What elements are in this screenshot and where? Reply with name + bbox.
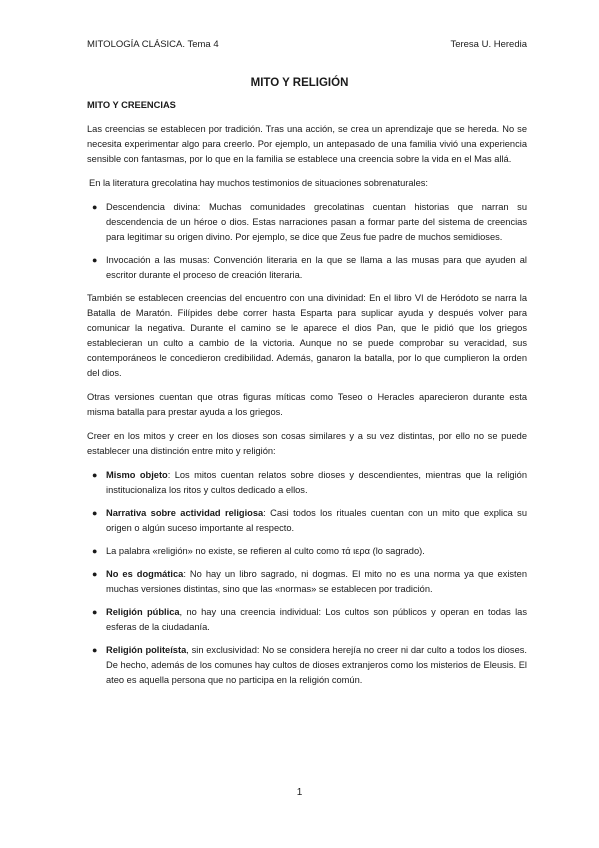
list-item [92,643,527,688]
list-item [92,200,527,245]
bullet-icon: ● [92,569,98,579]
bullet-icon: ● [92,470,98,480]
list-item-term: Mismo objeto [106,470,168,480]
paragraph-versiones: Otras versiones cuentan que otras figuras míticas como Teseo o Heracles aparecieron durante esta misma batalla para prestar ayuda a los griegos. [87,392,527,417]
list-item-text: , no hay una creencia individual: Los cultos son públicos y operan en todas las esferas de la ciudadanía. [106,607,528,632]
document-title: MITO Y RELIGIÓN [250,77,349,89]
list-item-text: La palabra «religión» no existe, se refieren al culto como τά ιερα (lo sagrado). [106,546,425,556]
bullet-icon: ● [92,607,98,617]
bullet-icon: ● [92,202,98,212]
list-item-text: : Casi todos los rituales cuentan con un mito que explica su origen o algún suceso importante al respecto. [106,508,527,533]
page-header [87,39,527,50]
list-item [92,567,527,597]
list-item-term: Religión politeísta [106,645,187,655]
bullet-icon: ● [92,508,98,518]
characteristics-list [87,468,527,688]
paragraph-literatura: En la literatura grecolatina hay muchos testimonios de situaciones sobrenaturales: [89,178,429,188]
list-item [92,544,527,559]
list-item-text: Descendencia divina: Muchas comunidades grecolatinas cuentan historias que narran su descendencia de un héroe o dios. Estas narraciones pasan a formar parte del sistema de creencias para legitimar su origen divino. Por ejemplo, se dice que Zeus fue padre de muchos semidioses. [106,202,527,242]
list-item-term: Religión pública [106,607,180,617]
list-item-term: No es dogmática [106,569,184,579]
paragraph-maraton: También se establecen creencias del encuentro con una divinidad: En el libro VI de Heródoto se narra la Batalla de Maratón. Filípides debe correr hasta Esparta para suplicar ayuda y después volver para comunicar la negativa. Durante el camino se le aparece el dios Pan, que le pidió que los griegos establecieran un culto a cambio de la victoria. Aunque no se puede comprobar su veracidad, sus contemporáneos le concedieron credibilidad. Además, ganaron la batalla, por lo que cumplieron la orden del dios. [87,293,527,378]
list-item [92,253,527,283]
document-body [87,98,527,696]
list-item-text: : Los mitos cuentan relatos sobre dioses y descendientes, mientras que la religión institucionaliza los ritos y cultos dedicado a ellos. [106,470,527,495]
list-item [92,605,528,635]
section-heading: MITO Y CREENCIAS [87,100,176,110]
list-item [92,506,527,536]
paragraph-creencias: Las creencias se establecen por tradición. Tras una acción, se crea un aprendizaje que se hereda. No se necesita experimentar algo para creerlo. Por ejemplo, un antepasado de una familia vivió una experiencia sensible con fantasmas, por lo que en la familia se establece una creencia sobre la vida en el Mas allá. [87,124,527,164]
paragraph-mito-religion: Creer en los mitos y creer en los dioses son cosas similares y a su vez distintas, por ello no se puede establecer una distinción entre mito y religión: [87,431,527,456]
supernatural-list [87,200,527,283]
header-course: MITOLOGÍA CLÁSICA. Tema 4 [87,39,219,50]
list-item-text: : No hay un libro sagrado, ni dogmas. El mito no es una norma ya que existen muchas versiones distintas, sino que las «normas» se establecen por tradición. [106,569,527,594]
page-number: 1 [296,787,303,798]
list-item-text: , sin exclusividad: No se considera herejía no creer ni dar culto a todos los dioses. De hecho, además de los comunes hay cultos de dioses extranjeros como los misterios de Eleusis. El ateo es aquella persona que no participa en la religión común. [106,645,527,685]
bullet-icon: ● [92,546,98,556]
list-item-text: Invocación a las musas: Convención literaria en la que se llama a las musas para que ayuden al escritor durante el proceso de creación literaria. [106,255,527,280]
list-item [92,468,527,498]
bullet-icon: ● [92,645,98,655]
list-item-term: Narrativa sobre actividad religiosa [106,508,264,518]
header-author: Teresa U. Heredia [450,39,527,50]
bullet-icon: ● [92,255,98,265]
